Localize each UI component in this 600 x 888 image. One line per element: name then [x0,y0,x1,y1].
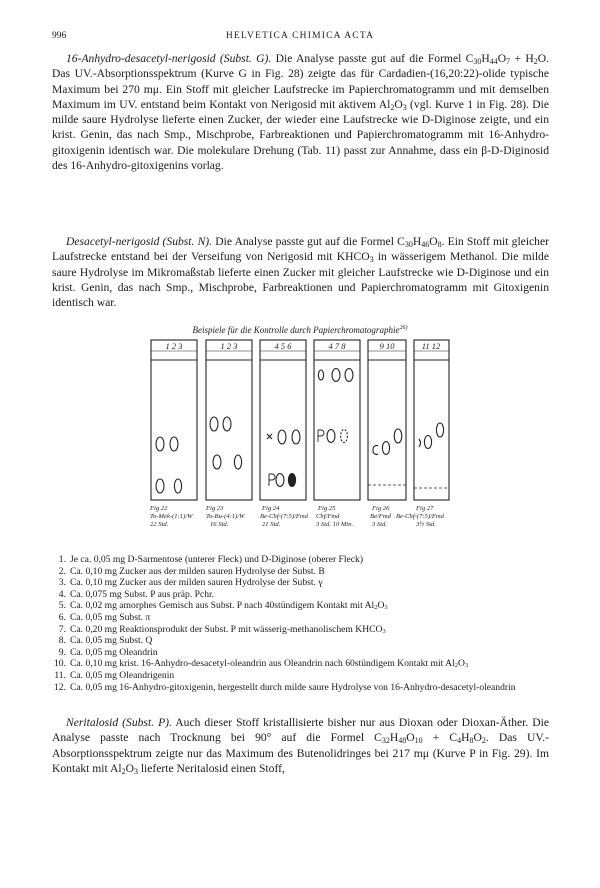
spot [156,479,164,493]
legend-item [52,670,549,682]
legend-number: 2. [58,565,66,577]
legend-text: Ca. 0,05 mg Oleandrigenin [70,669,175,681]
subscript: 2 [533,57,538,66]
lane-numbers: 11 12 [421,341,441,351]
spot [327,430,335,443]
strip-system-label: Chf/Fmd [316,513,340,520]
legend-number: 12. [54,681,66,693]
legend-number: 8. [58,635,66,647]
legend-item [52,577,549,589]
chromatogram-strip-23 [206,340,252,500]
subscript: 8 [437,240,442,249]
spot [276,474,284,487]
spot-cross [267,434,272,439]
spot [332,369,340,382]
legend-text: Ca. 0,05 mg Subst. π [70,611,151,623]
lane-numbers: 9 10 [379,341,395,351]
subscript: 4 [457,736,462,746]
legend-number: 10. [54,658,66,670]
chromatogram-strip-27 [414,340,449,500]
subscript: 2 [121,766,126,776]
spot [424,436,431,449]
legend-item [52,589,549,601]
spot [213,455,221,469]
text-run: H [389,731,399,745]
caption-text: Beispiele für die Kontrolle durch Papierchromatographie [192,325,400,335]
subscript: 2 [374,604,378,612]
text-run: (vgl. Kurve 1 in Fig. 28). Die milde saure Hydrolyse lieferte einen Zucker, der wieder eine Laufstrecke wie D-Diginose zeigte, und ein krist. Genin, das nach Smp., Mischprobe, Farbreaktionen und Papierchromatogramm mit 16-Anhydro-gitoxigenin identisch war. Die molekulare Drehung (Tab. 11) passt zur Annahme, dass ein β-D-Diginosid des 16-Anhydro-gitoxigenins vorlag. [52,97,549,173]
lane-numbers: 4 5 6 [274,341,292,351]
legend-text: Ca. 0,02 mg amorphes Gemisch aus Subst. P nach 40stündigem Kontakt mit Al [70,600,375,612]
text-run: Die Analyse passte gut auf die Formel C [212,235,405,248]
spot [436,423,443,437]
lane-numbers: 1 2 3 [165,341,183,351]
text-run: O. Das UV.-Absorptionsspektrum (Kurve G in Fig. 28) zeigte das für Cardadien-(16,20:22)-olide typische Maximum bei 270 mμ. Ein Stoff mit gleicher Laufstrecke im Papierchromatogramm und mit demselben Maximum im UV. entstand beim Kontakt von Nerigosid mit aktivem Al [52,52,549,111]
strip-time-label: 22 Std. [150,521,169,528]
caption-footnote-ref: 26) [399,325,408,331]
chromatogram-strip-24 [260,340,306,500]
spot-open [373,446,378,455]
strip-fig-label: Fig 24 [262,505,280,512]
chromatogram-strip-26 [368,340,406,500]
legend-number: 6. [58,611,66,623]
page-header [52,31,548,45]
subscript: 3 [382,627,386,635]
spot-irregular [268,474,275,485]
strip-fig-label: Fig 22 [150,505,168,512]
strip-time-label: 16 Std. [210,521,229,528]
text-run: O [406,731,415,745]
legend-number: 4. [58,588,66,600]
text-run: O [497,52,507,65]
strip-system-label: Be-Chf-(7:5)/Fmd [396,513,444,520]
figure-legend-list [52,554,549,693]
legend-number: 11. [54,669,66,681]
legend-text: Ca. 0,05 mg 16-Anhydro-gitoxigenin, hergestellt durch milde saure Hydrolyse von 16-Anhydro-desacetyl-oleandrin [70,681,516,693]
paragraph-title: Desacetyl-nerigosid (Subst. N). [66,235,213,248]
text-run: O [429,235,438,248]
spot-faint [341,430,348,443]
legend-item [52,647,549,659]
journal-title: HELVETICA CHIMICA ACTA [225,31,375,41]
spot [210,417,218,431]
legend-number: 5. [58,600,66,612]
subscript: 3 [464,662,469,670]
strip-system-label: To-Mek-(1:1)/W [150,513,193,520]
strip-outline [151,340,197,500]
text-run: H [412,235,422,248]
spot [345,369,353,382]
subscript: 48 [398,736,407,746]
strip-system-label: Be-Chf-(7:5)/Fmd [260,513,308,520]
legend-text: O [377,600,385,612]
spot [156,437,164,451]
legend-text: Ca. 0,075 mg Subst. P aus präp. Pchr. [70,588,215,600]
strip-time-label: 3½ Std. [416,521,436,528]
subscript: 30 [473,57,482,66]
strip-fig-label: Fig 27 [416,505,434,512]
subscript: 2 [481,736,486,746]
legend-item [52,635,549,647]
spot-dense [288,474,295,487]
lane-numbers: 4 7 8 [328,341,346,351]
legend-item [52,658,549,670]
text-run: O [473,731,482,745]
strip-system-label: Be/Fmd [370,513,391,520]
spot [223,417,231,431]
spot [170,437,178,451]
chromatogram-strip-25 [314,340,360,500]
subscript: 32 [381,736,390,746]
legend-text: Je ca. 0,05 mg D-Sarmentose (unterer Fleck) und D-Diginose (oberer Fleck) [70,554,364,565]
spot [234,455,241,469]
paragraph-subst-n [52,234,549,310]
spot [318,370,323,380]
legend-number: 3. [58,577,66,589]
subscript: 30 [404,240,413,249]
subscript: 2 [454,662,458,670]
legend-item [52,566,549,578]
strip-time-label: 21 Std. [262,521,281,528]
spot [394,429,402,443]
subscript: 46 [421,240,430,249]
strip-outline [414,340,449,500]
strip-outline [314,340,360,500]
chromatogram-strip-22 [151,340,197,500]
subscript: 10 [414,736,423,746]
legend-number: 9. [58,646,66,658]
spot-irregular [318,430,324,442]
paragraph-subst-g [52,51,549,173]
legend-number: 1. [58,554,66,565]
lane-numbers: 1 2 3 [220,341,238,351]
page-number: 996 [52,31,67,41]
spot-open [419,439,421,447]
subscript: 3 [369,255,374,265]
text-run: H [481,52,490,65]
legend-text: O [458,658,465,670]
text-run: + H [510,52,534,65]
subscript: 8 [469,736,474,746]
strip-time-label: 3 Std. [372,521,388,528]
figure-caption [0,325,600,335]
legend-number: 7. [58,623,66,635]
strip-fig-label: Fig 23 [206,505,224,512]
text-run: . Das UV.-Absorptionsspektrum zeigte nur das Maximum des Butenolidringes bei 217 mμ (Kurve P in Fig. 29). Im Kontakt mit Al [52,731,549,775]
subscript: 2 [390,102,395,112]
legend-text: Ca. 0,05 mg Oleandrin [70,646,158,658]
paragraph-title: Neritalosid (Subst. P). [66,716,172,729]
text-run: . Ein Stoff mit gleicher Laufstrecke entstand bei der Verseifung von Nerigosid mit KHCO [52,235,549,264]
strip-time-label: 3 Std. 10 Min. [316,521,354,528]
legend-text: Ca. 0,10 mg Zucker aus der milden sauren Hydrolyse der Subst. B [70,565,325,577]
legend-text: Ca. 0,05 mg Subst. Q [70,635,153,647]
text-run: O [394,97,403,111]
legend-item [52,554,549,566]
strip-outline [368,340,406,500]
spot [278,430,286,444]
legend-item [52,624,549,636]
text-run: lieferte Neritalosid einen Stoff, [137,761,285,775]
strip-outline [206,340,252,500]
text-run: O [125,761,134,775]
subscript: 7 [506,57,511,66]
strip-system-label: To-Bu-(4:1)/W [206,513,245,520]
paper-chromatogram-figure [150,338,450,550]
text-run: Die Analyse passte gut auf die Formel C [271,52,474,65]
text-run: H [461,731,470,745]
legend-item [52,612,549,624]
legend-item [52,682,549,694]
spot [382,442,389,455]
strip-fig-label: Fig 25 [318,505,336,512]
strip-fig-label: Fig 26 [372,505,390,512]
subscript: 3 [402,102,407,112]
legend-text: Ca. 0,20 mg Reaktionsprodukt der Subst. P mit wässerig-methanolischem KHCO [70,623,383,635]
spot [174,479,181,493]
subscript: 3 [133,766,138,776]
text-run: Auch dieser Stoff kristallisierte bisher nur aus Dioxan oder Dioxan-Äther. Die Analyse passte nach Trocknung bei 90° auf die Formel C [52,716,550,745]
text-run: + C [422,731,458,745]
text-run: in wässerigem Methanol. Die milde saure Hydrolyse im Mikromaßstab lieferte einen Zucker mit gleicher Laufstrecke wie D-Diginose und ein krist. Genin, das nach Smp., Mischprobe, Farbreaktionen und Papierchromatogramm mit Gitoxigenin identisch war. [52,250,549,310]
legend-text: Ca. 0,10 mg Zucker aus der milden sauren Hydrolyse der Subst. γ [70,577,323,589]
paragraph-subst-p [52,715,549,776]
spot [292,430,300,444]
legend-item [52,600,549,612]
subscript: 44 [489,57,498,66]
paragraph-title: 16-Anhydro-desacetyl-nerigosid (Subst. G). [66,52,272,65]
legend-text: Ca. 0,10 mg krist. 16-Anhydro-desacetyl-oleandrin aus Oleandrin nach 60stündigem Kontakt mit Al [70,658,455,670]
subscript: 3 [384,604,388,612]
